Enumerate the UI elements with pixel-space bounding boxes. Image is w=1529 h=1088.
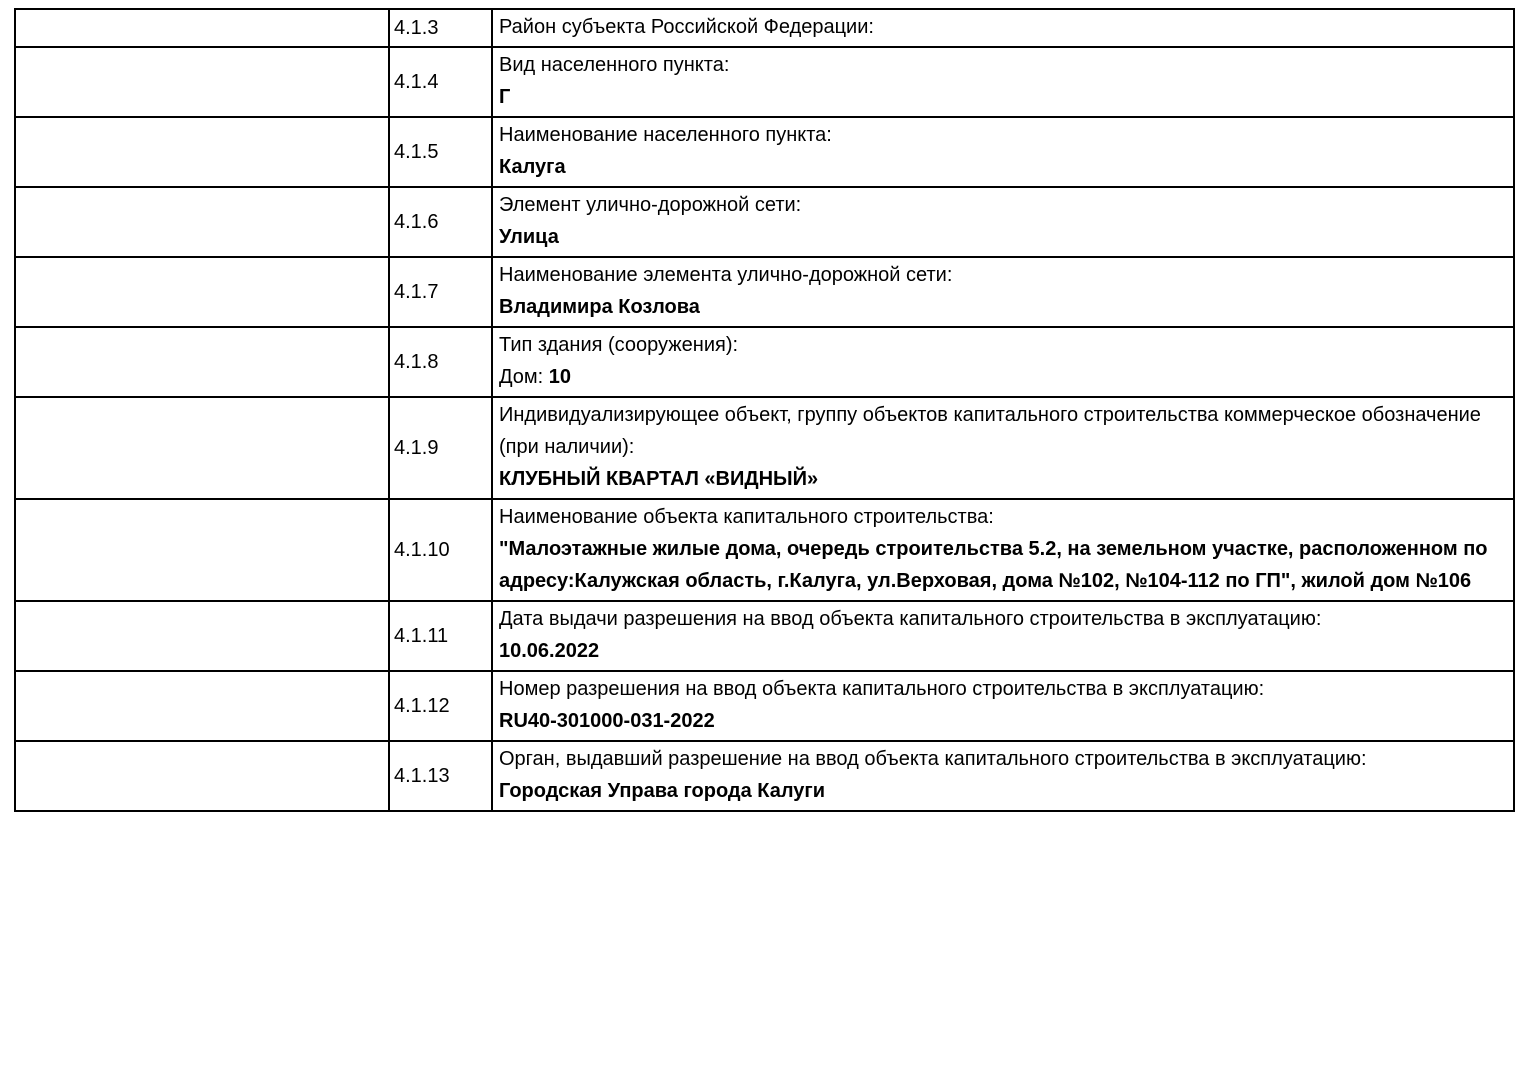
table-row xyxy=(15,327,1514,397)
row-empty-cell xyxy=(15,117,389,187)
table-row xyxy=(15,741,1514,811)
field-label: Наименование населенного пункта: xyxy=(499,124,832,146)
row-content xyxy=(492,499,1514,601)
field-label: Индивидуализирующее объект, группу объектов капитального строительства коммерческое обозначение (при наличии): xyxy=(499,404,1481,458)
row-content xyxy=(492,397,1514,499)
row-number: 4.1.11 xyxy=(389,601,492,671)
field-value-text: Г xyxy=(499,86,511,108)
table-row xyxy=(15,397,1514,499)
row-content xyxy=(492,327,1514,397)
field-value-text: КЛУБНЫЙ КВАРТАЛ «ВИДНЫЙ» xyxy=(499,468,819,490)
table-row xyxy=(15,671,1514,741)
row-empty-cell xyxy=(15,257,389,327)
field-value-prefix: Дом: xyxy=(499,366,549,388)
row-number: 4.1.5 xyxy=(389,117,492,187)
field-label: Элемент улично-дорожной сети: xyxy=(499,194,802,216)
row-number: 4.1.8 xyxy=(389,327,492,397)
row-empty-cell xyxy=(15,47,389,117)
field-value-text: 10 xyxy=(548,366,572,388)
field-value-text: Улица xyxy=(499,226,559,248)
row-content xyxy=(492,187,1514,257)
row-content xyxy=(492,47,1514,117)
row-number: 4.1.6 xyxy=(389,187,492,257)
table-row xyxy=(15,9,1514,47)
field-value xyxy=(499,635,1509,667)
table-row xyxy=(15,117,1514,187)
field-value xyxy=(499,221,1509,253)
field-label: Район субъекта Российской Федерации: xyxy=(499,16,874,38)
field-label: Тип здания (сооружения): xyxy=(499,334,739,356)
field-value xyxy=(499,151,1509,183)
row-number: 4.1.9 xyxy=(389,397,492,499)
row-content xyxy=(492,257,1514,327)
row-content xyxy=(492,601,1514,671)
declaration-table-body xyxy=(15,9,1514,811)
row-number: 4.1.4 xyxy=(389,47,492,117)
field-value-text: "Малоэтажные жилые дома, очередь строительства 5.2, на земельном участке, расположенном по адресу:Калужская область, г.Калуга, ул.Верховая, дома №102, №104-112 по ГП", жилой дом №106 xyxy=(499,538,1488,592)
table-row xyxy=(15,601,1514,671)
row-empty-cell xyxy=(15,601,389,671)
field-value-text: 10.06.2022 xyxy=(499,640,600,662)
field-value-text: Владимира Козлова xyxy=(499,296,700,318)
row-content xyxy=(492,671,1514,741)
field-label: Вид населенного пункта: xyxy=(499,54,730,76)
row-empty-cell xyxy=(15,499,389,601)
field-value xyxy=(499,705,1509,737)
row-empty-cell xyxy=(15,327,389,397)
field-label: Дата выдачи разрешения на ввод объекта капитального строительства в эксплуатацию: xyxy=(499,608,1322,630)
field-value xyxy=(499,81,1509,113)
row-content xyxy=(492,741,1514,811)
field-value xyxy=(499,361,1509,393)
field-value xyxy=(499,463,1509,495)
field-value-text: Калуга xyxy=(499,156,566,178)
table-row xyxy=(15,187,1514,257)
field-value xyxy=(499,291,1509,323)
field-label: Наименование элемента улично-дорожной сети: xyxy=(499,264,953,286)
row-empty-cell xyxy=(15,187,389,257)
row-empty-cell xyxy=(15,9,389,47)
row-empty-cell xyxy=(15,741,389,811)
row-content xyxy=(492,117,1514,187)
field-value xyxy=(499,775,1509,807)
row-number: 4.1.12 xyxy=(389,671,492,741)
field-label: Наименование объекта капитального строительства: xyxy=(499,506,994,528)
declaration-table xyxy=(14,8,1515,812)
row-number: 4.1.7 xyxy=(389,257,492,327)
table-row xyxy=(15,47,1514,117)
field-value xyxy=(499,533,1509,597)
row-number: 4.1.3 xyxy=(389,9,492,47)
table-row xyxy=(15,499,1514,601)
field-label: Орган, выдавший разрешение на ввод объекта капитального строительства в эксплуатацию: xyxy=(499,748,1367,770)
row-empty-cell xyxy=(15,671,389,741)
table-row xyxy=(15,257,1514,327)
field-value-text: RU40-301000-031-2022 xyxy=(499,710,715,732)
row-number: 4.1.10 xyxy=(389,499,492,601)
field-label: Номер разрешения на ввод объекта капитального строительства в эксплуатацию: xyxy=(499,678,1265,700)
row-number: 4.1.13 xyxy=(389,741,492,811)
row-empty-cell xyxy=(15,397,389,499)
row-content xyxy=(492,9,1514,47)
field-value-text: Городская Управа города Калуги xyxy=(499,780,826,802)
